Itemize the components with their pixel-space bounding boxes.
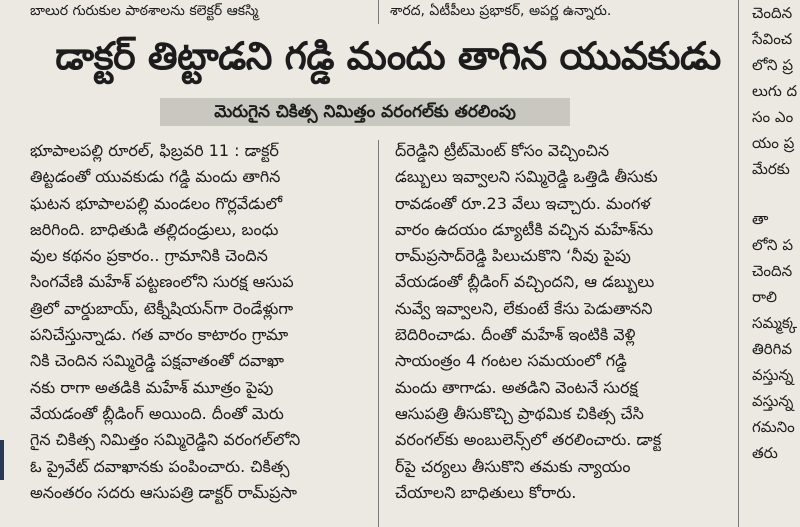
text-line: ద్‌రెడ్డిని ట్రీట్‌మెంట్ కోసం వెచ్చించిన	[395, 141, 610, 160]
text-line: మేరకు	[752, 160, 790, 178]
text-line: జరిగింది. బాధితుడి తల్లిదండ్రులు, బంధు	[30, 219, 279, 239]
text-line: చెందిన	[752, 4, 793, 22]
article-column-2	[395, 138, 720, 506]
text-line: మందు తాగాడు. అతడిని వెంటనే సురక్ష	[395, 377, 638, 397]
article-subheadline: మెరుగైన చికిత్స నిమిత్తం వరంగల్‌కు తరలింపు	[160, 98, 570, 126]
text-line: రాలి	[752, 288, 778, 306]
column-divider	[378, 0, 379, 24]
text-line: గైన చికిత్స నిమిత్తం సమ్మిరెడ్డిని వరంగల్‌లోని	[30, 430, 301, 450]
page-edge-mark	[0, 440, 10, 480]
text-line: ఘటన భూపాలపల్లి మండలం గొర్లవేడులో	[30, 193, 283, 213]
text-line: వేయడంతో బ్లీడింగ్ వచ్చిందని, ఆ డబ్బులు	[395, 272, 655, 292]
text-line: రావడంతో రూ.23 వేలు ఇచ్చారు. మంగళ	[395, 193, 651, 213]
text-line: వరంగల్‌కు అంబులెన్స్‌లో తరలించారు. డాక్ట	[395, 430, 662, 450]
article-headline: డాక్టర్ తిట్టాడని గడ్డి మందు తాగిన యువకుడు	[55, 34, 721, 78]
text-line: తిట్టడంతో యువకుడు గడ్డి మందు తాగిన	[30, 167, 281, 187]
text-line: ర్‌పై చర్యలు తీసుకొని తమకు న్యాయం	[395, 456, 631, 476]
column-divider	[378, 140, 379, 527]
text-line: బెదిరించాడు. దీంతో మహేశ్ ఇంటికి వెళ్లి	[395, 325, 636, 345]
text-line: వుల కథనం ప్రకారం.. గ్రామానికి చెందిన	[30, 246, 268, 266]
top-right-text: శారద, ఏటీపీలు ప్రభాకర్, అపర్ణ ఉన్నారు.	[390, 3, 612, 19]
top-left-text: బాలుర గురుకుల పాఠశాలను కలెక్టర్ ఆకస్మి	[30, 3, 259, 19]
text-line: పనిచేస్తున్నాడు. గత వారం కాటారం గ్రామా	[30, 325, 289, 345]
text-line: సేవించ	[752, 30, 793, 48]
text-line: వారం ఉదయం డ్యూటీకి వచ్చిన మహేశ్‌ను	[395, 219, 654, 239]
text-line: యం ప్ర	[752, 134, 795, 152]
text-line: ఓ ప్రైవేట్ దవాఖానకు పంపించారు. చికిత్స	[30, 456, 290, 476]
text-line: సింగవేణి మహేశ్ పట్టణంలోని సురక్ష ఆసుప	[30, 272, 294, 292]
text-line: వేయడంతో బ్లీడింగ్ అయింది. దీంతో మెరు	[30, 403, 284, 423]
text-line: సం ఎం	[752, 108, 794, 126]
column-divider	[738, 0, 739, 527]
text-line: రామ్‌ప్రసాద్‌రెడ్డి పిలుచుకొని ‘నీవు పైపు	[395, 246, 631, 266]
text-line: తరు	[752, 444, 778, 462]
text-line: వస్తున్న	[752, 392, 794, 410]
text-line: ఆసుపత్రి తీసుకొచ్చి ప్రాథమిక చికిత్స చేసి	[395, 403, 644, 423]
text-line: లోని ప్ర	[752, 56, 794, 74]
adjacent-article-column	[752, 0, 800, 466]
text-line: నికి చెందిన సమ్మిరెడ్డి పక్షవాతంతో దవాఖా	[30, 351, 284, 371]
text-line: భూపాలపల్లి రూరల్, ఫిబ్రవరి 11 : డాక్టర్	[30, 141, 279, 160]
text-line: గమనిం	[752, 418, 795, 436]
text-line: తిరిగివ	[752, 340, 793, 358]
text-line: డబ్బులు ఇవ్వాలని సమ్మిరెడ్డి ఒత్తిడి తీసుకు	[395, 167, 658, 187]
text-line: త్రిలో వార్డుబాయ్, టెక్నీషియన్‌గా రెండేళ్లుగా	[30, 298, 294, 318]
text-line: తా	[752, 210, 769, 228]
text-line: సమ్మక్క	[752, 314, 798, 332]
article-column-1	[30, 138, 365, 506]
text-line: లుగు ద	[752, 82, 798, 100]
text-line: నువ్వే ఇవ్వాలని, లేకుంటే కేసు పెడుతానని	[395, 298, 653, 318]
text-line: సాయంత్రం 4 గంటల సమయంలో గడ్డి	[395, 351, 627, 371]
text-line: నకు రాగా అతడికి మహేశ్ మూత్రం పైపు	[30, 377, 274, 397]
text-line: అనంతరం సదరు ఆసుపత్రి డాక్టర్ రామ్‌ప్రసా	[30, 482, 298, 502]
text-line: వస్తున్న	[752, 366, 794, 384]
text-line: చెందిన	[752, 262, 793, 280]
text-line: లోని ప	[752, 236, 794, 254]
text-line: చేయాలని బాధితులు కోరారు.	[395, 482, 577, 502]
previous-article-tail	[0, 0, 800, 24]
